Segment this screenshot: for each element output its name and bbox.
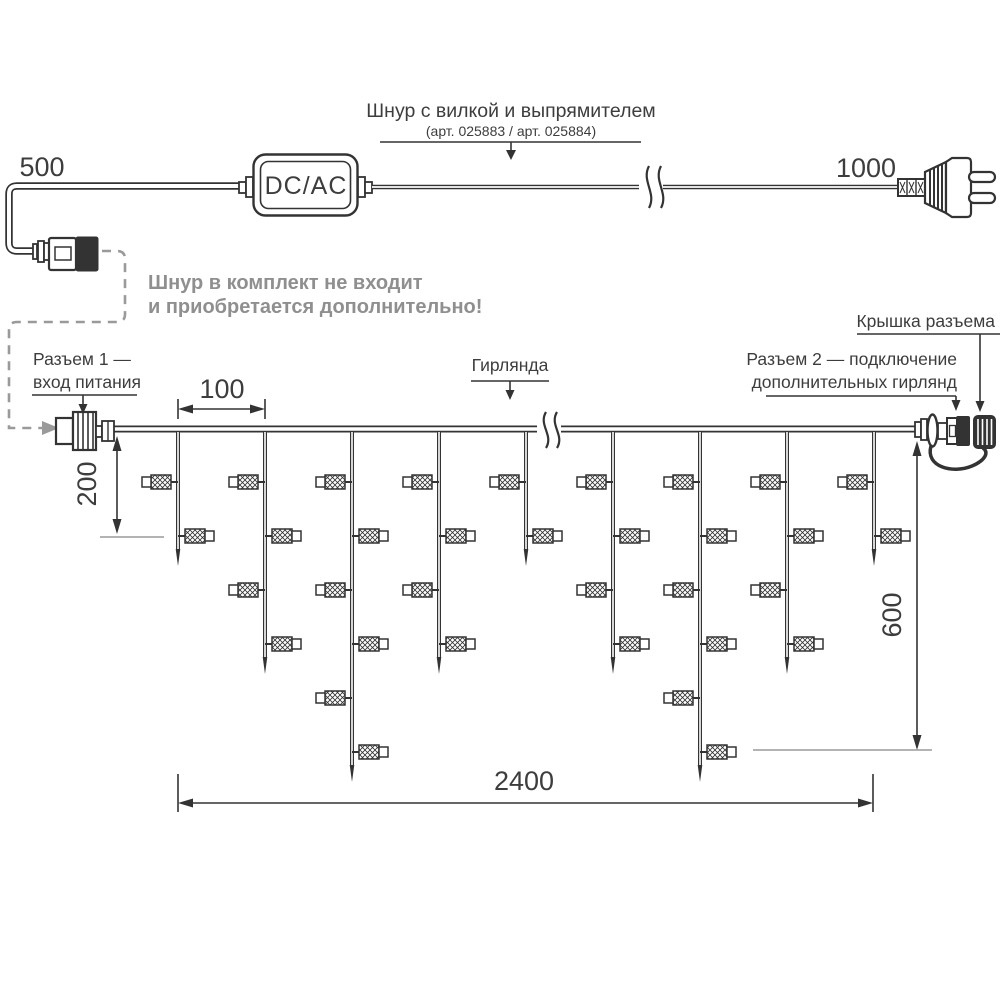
led-bulb [238, 583, 258, 597]
cap-tether-ring [928, 415, 938, 447]
dc-cable-connector [33, 237, 98, 271]
led-bulb-tip [379, 747, 388, 757]
garland-callout [471, 355, 549, 400]
led-bulb-tip [466, 531, 475, 541]
drop-tip [524, 549, 529, 566]
dim-600-label: 600 [877, 592, 907, 638]
led-bulb-tip [901, 531, 910, 541]
led-bulb-tip [577, 585, 586, 595]
led-bulb-tip [640, 639, 649, 649]
led-bulb [794, 529, 814, 543]
left-cable-clamp [239, 182, 246, 193]
drop-tip [350, 765, 355, 782]
led-bulb-tip [379, 531, 388, 541]
led-bulb-tip [553, 531, 562, 541]
drop-tip [698, 765, 703, 782]
led-bulb [499, 475, 519, 489]
connector2-callout [746, 349, 960, 411]
leader-arrowhead [976, 401, 985, 412]
led-bulb-tip [838, 477, 847, 487]
led-bulb-tip [664, 693, 673, 703]
leader-arrowhead [952, 400, 961, 411]
led-bulb-tip [292, 531, 301, 541]
dim-200-label: 200 [72, 461, 102, 507]
led-bulb [673, 475, 693, 489]
drop-tip [872, 549, 877, 566]
led-bulb-tip [292, 639, 301, 649]
led-bulb [185, 529, 205, 543]
led-bulb [359, 745, 379, 759]
led-bulb [847, 475, 867, 489]
led-bulb [707, 529, 727, 543]
drop-tip [785, 657, 790, 674]
led-bulb [586, 475, 606, 489]
connector1-callout [32, 349, 141, 414]
led-bulb-tip [727, 747, 736, 757]
led-bulb-tip [229, 477, 238, 487]
connector2-label-line2: дополнительных гирлянд [751, 372, 957, 392]
dim-100-label: 100 [199, 374, 245, 404]
led-bulb [325, 583, 345, 597]
dim-500-label: 500 [19, 152, 65, 182]
led-bulb-tip [640, 531, 649, 541]
right-gland [358, 177, 365, 197]
connector-cap [973, 415, 996, 449]
garland-label: Гирлянда [471, 355, 549, 375]
led-bulb [707, 745, 727, 759]
connector2-label-line1: Разъем 2 — подключение [746, 349, 957, 369]
connector1-label-line2: вход питания [33, 372, 141, 392]
led-bulb [620, 529, 640, 543]
dim-2400-label: 2400 [493, 766, 555, 796]
plug-prong [969, 193, 995, 203]
garland-section [32, 311, 1000, 812]
led-bulb-tip [727, 531, 736, 541]
led-bulb [760, 475, 780, 489]
led-bulb [412, 475, 432, 489]
led-bulb-tip [316, 693, 325, 703]
cord-callout [366, 100, 655, 160]
mains-cable [372, 163, 899, 211]
led-bulb-tip [751, 477, 760, 487]
connector1-label-line1: Разъем 1 — [33, 349, 131, 369]
leader-arrowhead [506, 390, 515, 400]
led-bulb [760, 583, 780, 597]
garland-wire-break [537, 409, 561, 451]
led-bulb-tip [490, 477, 499, 487]
left-gland [246, 177, 253, 197]
led-bulb [359, 637, 379, 651]
led-bulb-tip [814, 639, 823, 649]
led-bulb [446, 529, 466, 543]
dim-2400 [178, 766, 873, 812]
drop-tip [176, 549, 181, 566]
led-bulb [238, 475, 258, 489]
led-bulb-tip [664, 585, 673, 595]
led-bulb-tip [664, 477, 673, 487]
led-bulb-tip [466, 639, 475, 649]
power-cord-section [9, 100, 995, 271]
converter-box [239, 155, 372, 216]
led-bulb-tip [316, 477, 325, 487]
led-bulb-tip [727, 639, 736, 649]
note [148, 272, 482, 318]
led-bulb-tip [229, 585, 238, 595]
plug-prong [969, 172, 995, 182]
note-line2: и приобретается дополнительно! [148, 296, 483, 318]
cord-subtitle: (арт. 025883 / арт. 025884) [425, 123, 597, 139]
led-bulb [446, 637, 466, 651]
led-bulb [272, 529, 292, 543]
led-bulb-tip [142, 477, 151, 487]
leader-arrowhead [506, 150, 516, 160]
led-bulb [707, 637, 727, 651]
led-bulb [412, 583, 432, 597]
led-bulb-tip [379, 639, 388, 649]
led-bulb [325, 691, 345, 705]
connector-1 [56, 412, 114, 450]
led-bulb [533, 529, 553, 543]
cord-title: Шнур с вилкой и выпрямителем [366, 100, 656, 122]
led-bulb [586, 583, 606, 597]
led-bulb-tip [403, 585, 412, 595]
led-bulb-tip [403, 477, 412, 487]
drop-tip [611, 657, 616, 674]
dim-100 [178, 374, 265, 419]
led-bulb [151, 475, 171, 489]
led-bulb [620, 637, 640, 651]
garland-drops [142, 432, 910, 782]
led-bulb [881, 529, 901, 543]
drop-tip [437, 657, 442, 674]
cap-label: Крышка разъема [856, 311, 995, 331]
drop-tip [263, 657, 268, 674]
converter-label: DC/AC [264, 172, 348, 200]
led-bulb-tip [577, 477, 586, 487]
led-bulb-tip [814, 531, 823, 541]
dim-1000-label: 1000 [835, 153, 897, 183]
dashed-connection [9, 251, 125, 435]
led-bulb-tip [205, 531, 214, 541]
led-bulb [359, 529, 379, 543]
led-bulb-tip [751, 585, 760, 595]
cap-tether [930, 446, 986, 469]
led-bulb [325, 475, 345, 489]
led-bulb-tip [316, 585, 325, 595]
right-cable-clamp [365, 182, 372, 193]
led-bulb [673, 583, 693, 597]
led-bulb [673, 691, 693, 705]
mains-plug [898, 158, 995, 217]
led-bulb [794, 637, 814, 651]
led-bulb [272, 637, 292, 651]
note-line1: Шнур в комплект не входит [148, 272, 423, 294]
